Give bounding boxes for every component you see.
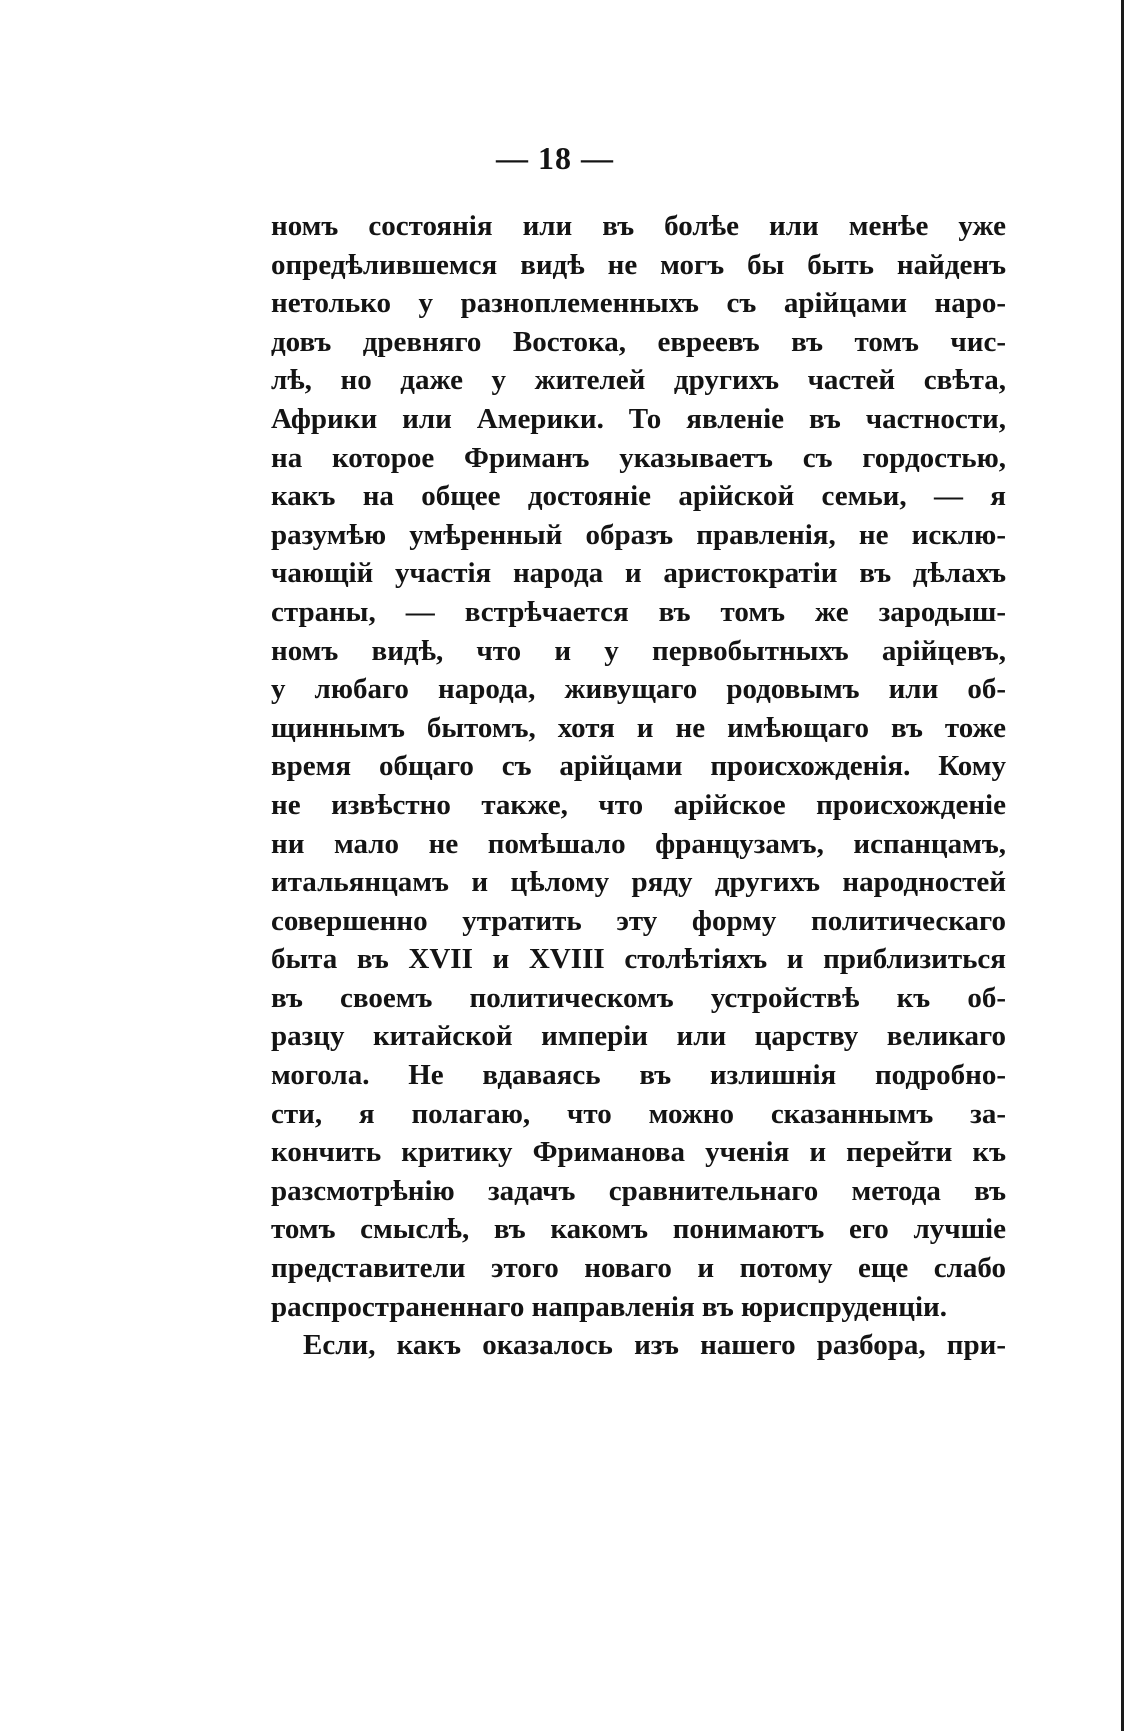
text-line: итальянцамъ и цѣлому ряду другихъ народностей [271, 866, 1006, 899]
text-line: разсмотрѣнію задачъ сравнительнаго метода въ [271, 1174, 1006, 1207]
text-line: томъ смыслѣ, въ какомъ понимаютъ его лучшіе [271, 1213, 1006, 1246]
text-line: чающій участія народа и аристократіи въ дѣлахъ [271, 557, 1006, 590]
page-number: — 18 — [496, 140, 614, 176]
text-line: совершенно утратить эту форму политическаго [271, 904, 1006, 937]
text-line: опредѣлившемся видѣ не могъ бы быть найденъ [271, 248, 1006, 281]
text-line: какъ на общее достояніе арійской семьи, — я [271, 480, 1006, 513]
text-line: ни мало не помѣшало французамъ, испанцамъ, [271, 827, 1006, 860]
body-text [271, 207, 1006, 1365]
text-line: представители этого новаго и потому еще слабо [271, 1252, 1006, 1285]
text-line: лѣ, но даже у жителей другихъ частей свѣта, [271, 364, 1006, 397]
text-line: Африки или Америки. То явленіе въ частности, [271, 402, 1006, 435]
text-line: номъ состоянія или въ болѣе или менѣе уже [271, 210, 1006, 242]
text-line: разцу китайской имперіи или царству великаго [271, 1020, 1006, 1053]
text-line: разумѣю умѣренный образъ правленія, не исклю- [271, 518, 1006, 551]
text-line: въ своемъ политическомъ устройствѣ къ об- [271, 981, 1006, 1014]
text-line: нетолько у разноплеменныхъ съ арійцами наро- [271, 287, 1006, 320]
text-line: время общаго съ арійцами происхожденія. Кому [271, 750, 1006, 783]
text-line: могола. Не вдаваясь въ излишнія подробно- [271, 1059, 1006, 1092]
text-line: номъ видѣ, что и у первобытныхъ арійцевъ, [271, 634, 1006, 667]
scan-edge-line [1121, 0, 1124, 1731]
text-line: распространеннаго направленія въ юриспруденціи. [271, 1290, 947, 1323]
text-line: у любаго народа, живущаго родовымъ или об- [271, 673, 1006, 706]
text-line: не извѣстно также, что арійское происхожденіе [271, 788, 1006, 821]
text-line: на которое Фриманъ указываетъ съ гордостью, [271, 441, 1006, 474]
text-line: сти, я полагаю, что можно сказаннымъ за- [271, 1097, 1006, 1130]
text-line: кончить критику Фриманова ученія и перейти къ [271, 1136, 1006, 1169]
text-line: щиннымъ бытомъ, хотя и не имѣющаго въ тоже [271, 711, 1006, 744]
text-line: довъ древняго Востока, евреевъ въ томъ чис- [271, 325, 1006, 358]
text-line: Если, какъ оказалось изъ нашего разбора, при- [303, 1329, 1006, 1362]
text-line: страны, — встрѣчается въ томъ же зародыш- [271, 595, 1006, 628]
text-line: быта въ XVII и XVIII столѣтіяхъ и приблизиться [271, 943, 1006, 976]
